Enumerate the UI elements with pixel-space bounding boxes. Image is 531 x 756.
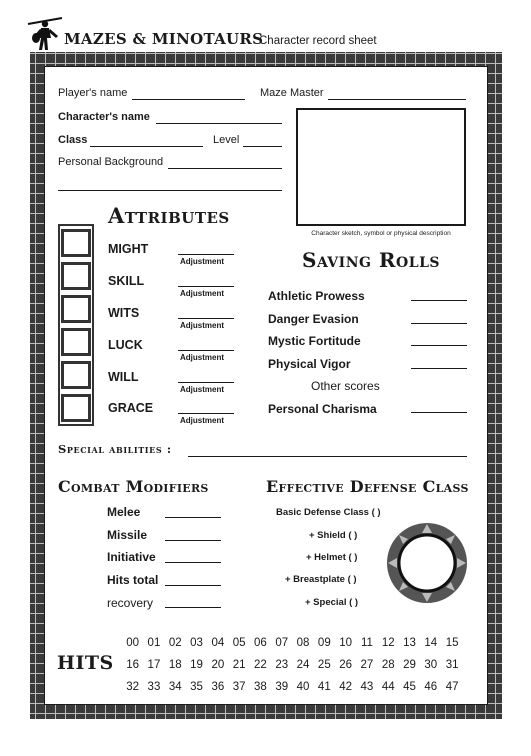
level-label: Level — [213, 134, 240, 146]
hit-box[interactable]: 47 — [445, 681, 459, 693]
hit-box[interactable]: 18 — [168, 659, 182, 671]
hits-row — [122, 632, 463, 654]
adjustment-label: Adjustment — [180, 353, 224, 362]
attribute-grace: GRACE — [108, 401, 154, 415]
background-label: Personal Background — [58, 156, 164, 168]
combat-initiative: Initiative — [107, 550, 156, 564]
class-field[interactable] — [90, 146, 203, 147]
save-athletic-prowess: Athletic Prowess — [268, 289, 365, 303]
hit-box[interactable]: 09 — [317, 637, 331, 649]
hit-box[interactable]: 29 — [403, 659, 416, 671]
grace-score-box[interactable] — [61, 394, 91, 422]
hit-box[interactable]: 03 — [190, 637, 203, 649]
saving-rolls-title: Saving Rolls — [302, 248, 441, 272]
basic-defense-class[interactable]: Basic Defense Class ( ) — [276, 507, 381, 518]
hit-box[interactable]: 05 — [232, 637, 246, 649]
hit-box[interactable]: 27 — [360, 659, 374, 671]
personal-charisma-field[interactable] — [411, 412, 467, 413]
attribute-wits: WITS — [108, 306, 140, 320]
hit-box[interactable]: 38 — [254, 681, 267, 693]
other-scores-label: Other scores — [311, 379, 380, 393]
combat-hits-total: Hits total — [107, 573, 159, 587]
sheet-subtitle: Character record sheet — [259, 35, 377, 47]
hit-box[interactable]: 26 — [339, 659, 353, 671]
hit-box[interactable]: 00 — [126, 637, 140, 649]
hit-box[interactable]: 35 — [190, 681, 203, 693]
hit-box[interactable]: 12 — [381, 637, 395, 649]
might-score-box[interactable] — [61, 229, 91, 257]
physical-vigor-field[interactable] — [411, 368, 467, 369]
class-label: Class — [58, 134, 88, 146]
player-name-label: Player's name — [58, 87, 128, 99]
background-field[interactable] — [168, 168, 282, 169]
hit-box[interactable]: 32 — [126, 681, 140, 693]
hit-box[interactable]: 40 — [296, 681, 310, 693]
hit-box[interactable]: 13 — [403, 637, 416, 649]
helmet-bonus[interactable]: + Helmet ( ) — [306, 552, 358, 563]
hit-box[interactable]: 08 — [296, 637, 310, 649]
hit-box[interactable]: 42 — [339, 681, 353, 693]
attributes-title: Attributes — [108, 203, 230, 228]
luck-score-box[interactable] — [61, 328, 91, 356]
hit-box[interactable]: 01 — [147, 637, 161, 649]
warrior-icon — [26, 16, 66, 52]
level-field[interactable] — [243, 146, 282, 147]
attribute-skill: SKILL — [108, 274, 145, 288]
combat-modifiers-title: Combat Modifiers — [58, 477, 209, 496]
special-bonus[interactable]: + Special ( ) — [305, 597, 359, 608]
hit-box[interactable]: 31 — [445, 659, 459, 671]
save-mystic-fortitude: Mystic Fortitude — [268, 334, 361, 348]
personal-charisma-label: Personal Charisma — [268, 402, 377, 416]
hit-box[interactable]: 41 — [317, 681, 331, 693]
sheet-title: MAZES & MINOTAURS — [64, 30, 264, 48]
grace-adjustment-field[interactable] — [178, 413, 234, 414]
adjustment-label: Adjustment — [180, 321, 224, 330]
hit-box[interactable]: 46 — [424, 681, 438, 693]
hit-box[interactable]: 14 — [424, 637, 438, 649]
hit-box[interactable]: 36 — [211, 681, 225, 693]
hit-box[interactable]: 02 — [168, 637, 182, 649]
skill-score-box[interactable] — [61, 262, 91, 290]
defense-shield-emblem[interactable] — [386, 522, 468, 604]
hit-box[interactable]: 17 — [147, 659, 161, 671]
hits-label: HITS — [57, 652, 114, 674]
hit-box[interactable]: 21 — [232, 659, 246, 671]
missile-field[interactable] — [165, 540, 221, 541]
adjustment-label: Adjustment — [180, 416, 224, 425]
background-field-2[interactable] — [58, 190, 282, 191]
attribute-luck: LUCK — [108, 338, 143, 352]
warrior-logo — [26, 16, 66, 52]
melee-field[interactable] — [165, 517, 221, 518]
will-adjustment-field[interactable] — [178, 382, 234, 383]
character-name-label: Character's name — [58, 111, 150, 123]
hit-box[interactable]: 44 — [381, 681, 395, 693]
adjustment-label: Adjustment — [180, 257, 224, 266]
maze-master-field[interactable] — [328, 99, 466, 100]
adjustment-label: Adjustment — [180, 289, 224, 298]
hits-track — [122, 632, 463, 698]
breastplate-bonus[interactable]: + Breastplate ( ) — [285, 574, 357, 585]
combat-melee: Melee — [107, 505, 141, 519]
skill-adjustment-field[interactable] — [178, 286, 234, 287]
player-name-field[interactable] — [132, 99, 245, 100]
combat-recovery: recovery — [107, 596, 154, 610]
hit-box[interactable]: 24 — [296, 659, 310, 671]
might-adjustment-field[interactable] — [178, 254, 234, 255]
special-abilities-label: Special abilities : — [58, 442, 172, 456]
hit-box[interactable]: 39 — [275, 681, 289, 693]
hit-box[interactable]: 10 — [339, 637, 353, 649]
hit-box[interactable]: 11 — [360, 637, 373, 649]
wits-adjustment-field[interactable] — [178, 318, 234, 319]
hit-box[interactable]: 45 — [403, 681, 416, 693]
save-physical-vigor: Physical Vigor — [268, 357, 351, 371]
hit-box[interactable]: 33 — [147, 681, 161, 693]
shield-icon — [386, 522, 468, 604]
save-danger-evasion: Danger Evasion — [268, 312, 359, 326]
character-sketch-box[interactable] — [296, 108, 466, 226]
adjustment-label: Adjustment — [180, 385, 224, 394]
hit-box[interactable]: 06 — [254, 637, 267, 649]
special-abilities-field[interactable] — [188, 456, 467, 457]
defense-class-title: Effective Defense Class — [266, 477, 469, 496]
sketch-caption: Character sketch, symbol or physical description — [311, 230, 451, 237]
hit-box[interactable]: 04 — [211, 637, 225, 649]
hit-box[interactable]: 20 — [211, 659, 225, 671]
hit-box[interactable]: 07 — [275, 637, 289, 649]
combat-missile: Missile — [107, 528, 148, 542]
hits-row — [122, 676, 463, 698]
will-score-box[interactable] — [61, 361, 91, 389]
hit-box[interactable]: 34 — [168, 681, 182, 693]
recovery-field[interactable] — [165, 607, 221, 608]
hit-box[interactable]: 23 — [275, 659, 289, 671]
wits-score-box[interactable] — [61, 295, 91, 323]
attribute-will: WILL — [108, 370, 139, 384]
mystic-fortitude-field[interactable] — [411, 345, 467, 346]
hit-box[interactable]: 22 — [254, 659, 267, 671]
hit-box[interactable]: 15 — [445, 637, 459, 649]
maze-master-label: Maze Master — [260, 87, 324, 99]
hit-box[interactable]: 16 — [126, 659, 140, 671]
character-name-field[interactable] — [156, 123, 282, 124]
hit-box[interactable]: 28 — [381, 659, 395, 671]
hit-box[interactable]: 19 — [190, 659, 203, 671]
hit-box[interactable]: 37 — [232, 681, 246, 693]
athletic-prowess-field[interactable] — [411, 300, 467, 301]
hit-box[interactable]: 30 — [424, 659, 438, 671]
initiative-field[interactable] — [165, 562, 221, 563]
danger-evasion-field[interactable] — [411, 323, 467, 324]
hits-total-field[interactable] — [165, 585, 221, 586]
luck-adjustment-field[interactable] — [178, 350, 234, 351]
hits-row — [122, 654, 463, 676]
shield-bonus[interactable]: + Shield ( ) — [309, 530, 358, 541]
hit-box[interactable]: 25 — [317, 659, 331, 671]
hit-box[interactable]: 43 — [360, 681, 374, 693]
attribute-might: MIGHT — [108, 242, 149, 256]
